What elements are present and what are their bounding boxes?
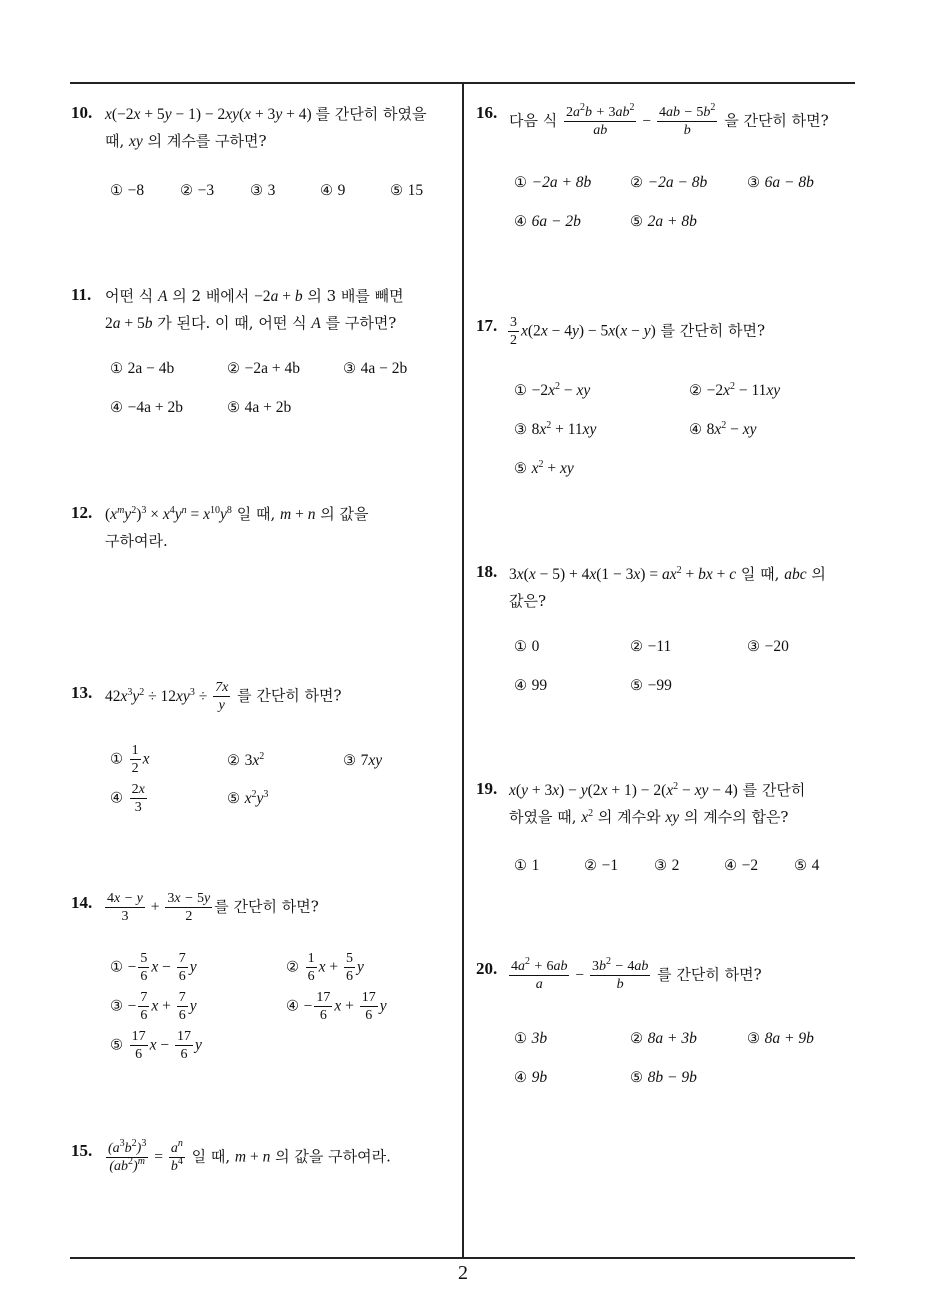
question-text-line2: 값은? xyxy=(509,592,547,610)
option-4[interactable]: ④ −2 xyxy=(724,857,759,874)
question-text: $x(y + 3x) - y(2x + 1) - 2(x^2$ − xy − 4) 를 간단히 xyxy=(509,781,806,799)
question-text-line2: 구하여라. xyxy=(105,532,168,550)
question-text-line2: 하였을 때, $x^2$ 의 계수와 xy 의 계수의 합은? xyxy=(509,808,789,826)
option-3[interactable]: ③ $8x^2 + 11xy$ xyxy=(514,420,597,438)
column-divider xyxy=(462,83,464,1258)
question-number: 18. xyxy=(476,562,498,581)
option-4[interactable]: ④ −4a + 2b xyxy=(110,399,183,416)
option-5[interactable]: ⑤ 4a + 2b xyxy=(227,399,292,416)
option-5[interactable]: ⑤ $x^2$ + xy xyxy=(514,459,574,477)
option-3[interactable]: ③ − $\frac{7}{6}$ x + $\frac{7}{6}$ y xyxy=(110,990,197,1023)
option-5[interactable]: ⑤ $x^2y^3$ xyxy=(227,789,269,807)
bottom-rule xyxy=(70,1257,855,1259)
option-3[interactable]: ③ 3 xyxy=(250,182,276,199)
option-2[interactable]: ② −2a − 8b xyxy=(630,174,708,191)
question-text: $42x^3y^2 \div 12xy^3$ ÷ $\frac{7x}{y}$ 를 간단히 하면? xyxy=(105,680,342,713)
question-text: 어떤 식 A 의 2 배에서 −2a + b 의 3 배를 빼면 xyxy=(105,287,404,305)
option-2[interactable]: ② −3 xyxy=(180,182,215,199)
option-3[interactable]: ③ 4a − 2b xyxy=(343,360,408,377)
option-3[interactable]: ③ −20 xyxy=(747,638,789,655)
question-text-line2: 때, xy 의 계수를 구하면? xyxy=(105,132,267,150)
question-number: 19. xyxy=(476,779,498,798)
question-number: 20. xyxy=(476,959,498,978)
option-3[interactable]: ③ 7xy xyxy=(343,752,383,769)
option-2[interactable]: ② −2a + 4b xyxy=(227,360,300,377)
question-text: $\frac{3}{2}$ x(2x − 4y) − 5x(x − y) 를 간단히 하면? xyxy=(510,315,766,348)
option-4[interactable]: ④ 9b xyxy=(514,1069,548,1086)
option-2[interactable]: ② 8a + 3b xyxy=(630,1030,697,1047)
option-4[interactable]: ④ $8x^2$ − xy xyxy=(689,420,757,438)
option-1[interactable]: ① −2a + 8b xyxy=(514,174,592,191)
question-number: 15. xyxy=(71,1141,93,1160)
option-2[interactable]: ② $\frac{1}{6}$ x + $\frac{5}{6}$ y xyxy=(286,951,364,984)
question-number: 13. xyxy=(71,683,93,702)
option-1[interactable]: ① $\frac{1}{2}$ x xyxy=(110,743,150,776)
question-text: x(−2x + 5y − 1) − 2xy(x + 3y + 4) 를 간단히 하였을 xyxy=(105,105,427,123)
question-number: 17. xyxy=(476,316,498,335)
question-number: 10. xyxy=(71,103,93,122)
option-3[interactable]: ③ 2 xyxy=(654,857,680,874)
option-4[interactable]: ④ 9 xyxy=(320,182,346,199)
question-text-line2: 2a + 5b 가 된다. 이 때, 어떤 식 A 를 구하면? xyxy=(105,314,397,332)
option-1[interactable]: ① $-2x^2$ − xy xyxy=(514,381,591,399)
question-number: 16. xyxy=(476,103,498,122)
option-1[interactable]: ① 0 xyxy=(514,638,540,655)
question-number: 14. xyxy=(71,893,93,912)
question-text: 다음 식 $\frac{2a^2b + 3ab^2}{ab}$ − $\frac{4ab - 5b^2}{b}$ 을 간단히 하면? xyxy=(509,102,829,138)
question-text: $(x^my^2)^3 \times x^4y^n = x^{10}y^8$ 일 때, m + n 의 값을 xyxy=(105,505,369,523)
option-5[interactable]: ⑤ 15 xyxy=(390,182,424,199)
option-2[interactable]: ② −1 xyxy=(584,857,619,874)
option-5[interactable]: ⑤ 2a + 8b xyxy=(630,213,697,230)
option-1[interactable]: ① 1 xyxy=(514,857,540,874)
question-text: $3x(x - 5) + 4x(1 - 3x) = ax^2$ + bx + c 일 때, abc 의 xyxy=(509,565,826,583)
option-4[interactable]: ④ − $\frac{17}{6}$ x + $\frac{17}{6}$ y xyxy=(286,990,387,1023)
option-5[interactable]: ⑤ 8b − 9b xyxy=(630,1069,697,1086)
question-text: $\frac{4x - y}{3}$ + $\frac{3x - 5y}{2}$ 를 간단히 하면? xyxy=(107,891,319,924)
option-5[interactable]: ⑤ $\frac{17}{6}$ x − $\frac{17}{6}$ y xyxy=(110,1029,202,1062)
option-1[interactable]: ① − $\frac{5}{6}$ x − $\frac{7}{6}$ y xyxy=(110,951,197,984)
option-1[interactable]: ① −8 xyxy=(110,182,145,199)
option-2[interactable]: ② $-2x^2 - 11xy$ xyxy=(689,381,781,399)
question-text: $\frac{4a^2 + 6ab}{a}$ − $\frac{3b^2 - 4ab}{b}$ 를 간단히 하면? xyxy=(511,956,762,992)
option-5[interactable]: ⑤ 4 xyxy=(794,857,820,874)
option-1[interactable]: ① 2a − 4b xyxy=(110,360,175,377)
page-number: 2 xyxy=(458,1262,468,1284)
option-2[interactable]: ② $3x^2$ xyxy=(227,751,265,769)
question-number: 12. xyxy=(71,503,93,522)
option-2[interactable]: ② −11 xyxy=(630,638,672,655)
option-4[interactable]: ④ $\frac{2x}{3}$ xyxy=(110,782,145,815)
question-text: $\frac{(a^3b^2)^3}{(ab^2)^m}$ = $\frac{a^n}{b^4}$ 일 때, m + n 의 값을 구하여라. xyxy=(108,1138,391,1174)
question-number: 11. xyxy=(71,285,92,304)
option-4[interactable]: ④ 6a − 2b xyxy=(514,213,581,230)
option-3[interactable]: ③ 6a − 8b xyxy=(747,174,814,191)
option-3[interactable]: ③ 8a + 9b xyxy=(747,1030,814,1047)
option-1[interactable]: ① 3b xyxy=(514,1030,548,1047)
option-4[interactable]: ④ 99 xyxy=(514,677,548,694)
option-5[interactable]: ⑤ −99 xyxy=(630,677,672,694)
